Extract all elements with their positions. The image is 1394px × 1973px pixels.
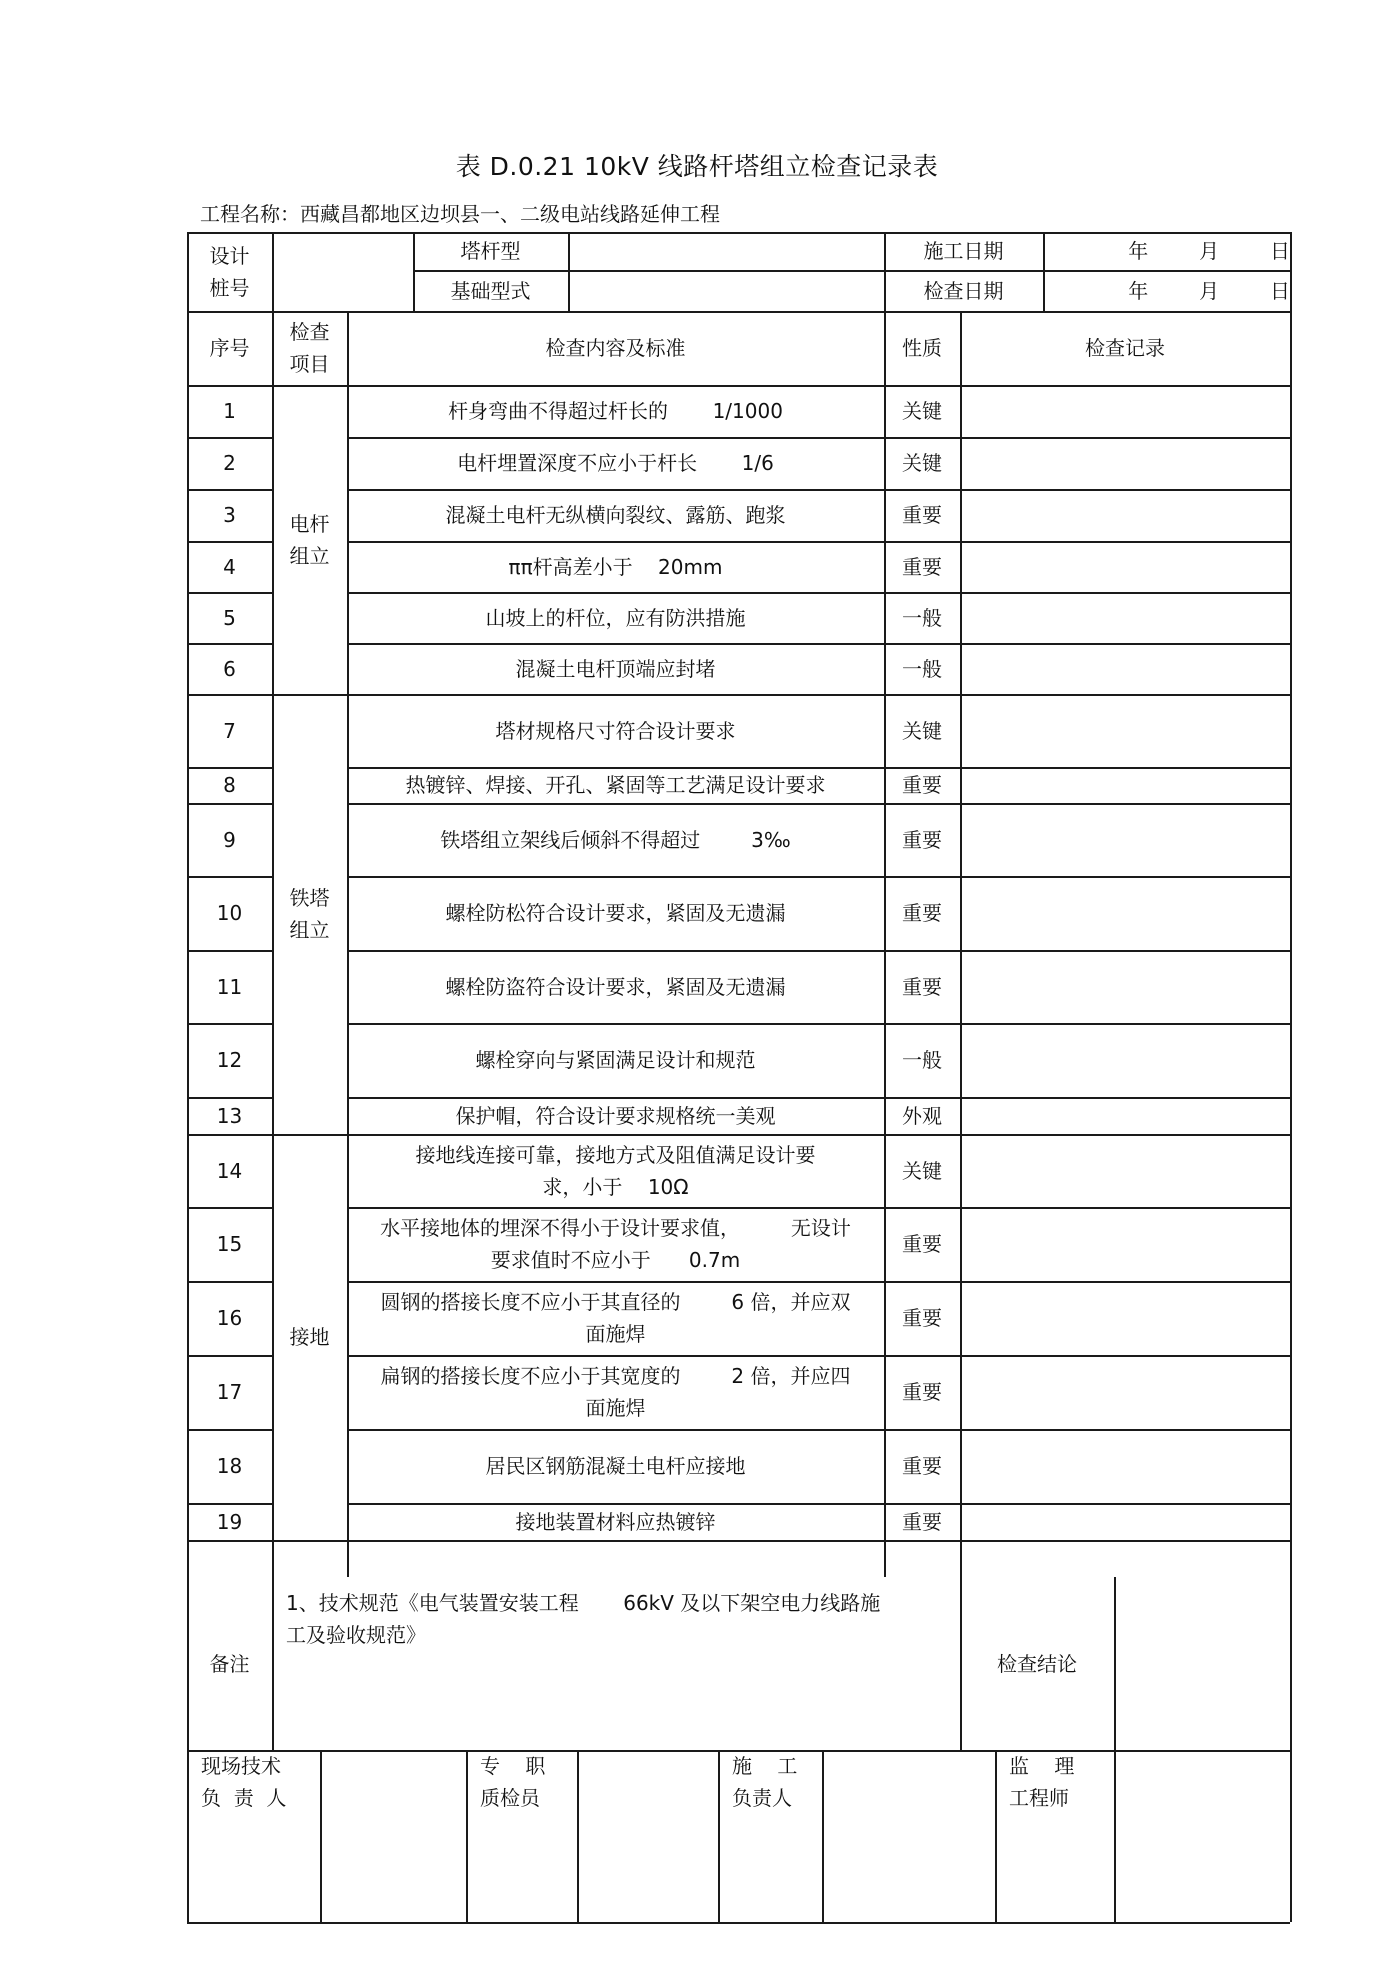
label-foundation-type-text: 基础型式	[450, 278, 531, 303]
row-content	[347, 1281, 884, 1355]
row-no	[187, 385, 272, 437]
row-nature-text: 重要	[902, 773, 942, 797]
row-nature	[884, 1023, 960, 1097]
row-no-text: 18	[216, 1454, 243, 1478]
row-content-text: 螺栓防盗符合设计要求，紧固及无遗漏	[445, 974, 786, 999]
row-content-text: 接地装置材料应热镀锌	[515, 1509, 716, 1534]
row-content-text: 面施焊	[585, 1322, 646, 1346]
row-no	[187, 1503, 272, 1540]
row-no-text: 11	[216, 974, 243, 999]
row-record	[960, 803, 1290, 876]
row-nature	[884, 1207, 960, 1281]
row-nature-text: 重要	[902, 554, 942, 579]
row-content-text: 螺栓防松符合设计要求，紧固及无遗漏	[445, 901, 786, 925]
table-vline	[272, 232, 274, 311]
row-nature-text: 关键	[902, 451, 942, 475]
row-content	[347, 1207, 884, 1281]
row-content	[347, 803, 884, 876]
row-record	[960, 437, 1290, 489]
group-label-text: 铁塔	[289, 886, 330, 910]
row-no	[187, 1023, 272, 1097]
row-content	[347, 541, 884, 592]
row-nature	[884, 1097, 960, 1134]
signature-label-text: 负 责 人	[201, 1786, 287, 1810]
row-content-text: 圆钢的搭接长度不应小于其直径的 6 倍，并应双	[380, 1290, 851, 1314]
signature-field	[320, 1750, 466, 1922]
row-content-text: 扁钢的搭接长度不应小于其宽度的 2 倍，并应四	[380, 1364, 851, 1388]
row-no-text: 4	[223, 554, 236, 579]
signature-label-text: 现场技术	[201, 1754, 281, 1778]
column-header-content	[347, 311, 884, 385]
row-no	[187, 643, 272, 694]
row-no	[187, 950, 272, 1023]
row-nature	[884, 437, 960, 489]
signature-label	[995, 1750, 1114, 1922]
row-content	[347, 1429, 884, 1503]
row-no-text: 1	[223, 399, 236, 423]
row-no	[187, 1134, 272, 1207]
row-record	[960, 385, 1290, 437]
row-no-text: 15	[216, 1232, 243, 1256]
row-nature-text: 关键	[902, 718, 942, 743]
row-record	[960, 643, 1290, 694]
row-content	[347, 1355, 884, 1429]
row-record	[960, 1097, 1290, 1134]
row-no-text: 13	[216, 1103, 243, 1128]
row-content	[347, 643, 884, 694]
row-no-text: 14	[216, 1158, 243, 1183]
inspection-date-value-text: 年 月 日	[1128, 278, 1290, 303]
row-nature-text: 重要	[902, 1380, 942, 1404]
signature-field	[822, 1750, 995, 1922]
row-record	[960, 1134, 1290, 1207]
row-nature-text: 重要	[902, 1454, 942, 1478]
row-record	[960, 1281, 1290, 1355]
row-nature-text: 一般	[902, 656, 942, 681]
row-record	[960, 1503, 1290, 1540]
signature-label	[718, 1750, 822, 1922]
row-nature-text: 关键	[902, 1158, 942, 1183]
table-hline	[187, 1540, 1290, 1542]
remarks-text-text: 1、技术规范《电气装置安装工程 66kV 及以下架空电力线路施	[286, 1591, 881, 1615]
column-header-no	[187, 311, 272, 385]
row-nature-text: 一般	[902, 605, 942, 630]
row-nature	[884, 541, 960, 592]
row-nature-text: 重要	[902, 901, 942, 925]
row-content	[347, 437, 884, 489]
row-no	[187, 1281, 272, 1355]
row-no-text: 9	[223, 827, 236, 852]
project-name: 工程名称：西藏昌都地区边坝县一、二级电站线路延伸工程	[200, 202, 720, 226]
row-no	[187, 1097, 272, 1134]
row-no-text: 19	[216, 1509, 243, 1534]
row-content	[347, 385, 884, 437]
table-hline	[187, 1922, 1290, 1924]
group-label-text: 组立	[289, 543, 330, 568]
row-record	[960, 1207, 1290, 1281]
row-content-text: 混凝土电杆无纵横向裂纹、露筋、跑浆	[445, 503, 786, 527]
label-tower-type	[413, 232, 568, 270]
construction-date-value-text: 年 月 日	[1128, 239, 1290, 263]
row-nature-text: 重要	[902, 974, 942, 999]
column-header-nature	[884, 311, 960, 385]
row-content-text: 电杆埋置深度不应小于杆长 1/6	[457, 451, 774, 475]
row-record	[960, 489, 1290, 541]
row-no-text: 7	[223, 718, 236, 743]
conclusion-value	[1114, 1577, 1290, 1750]
inspection-date-value	[1043, 270, 1290, 311]
row-record	[960, 592, 1290, 643]
row-content-text: 接地线连接可靠，接地方式及阻值满足设计要	[415, 1142, 816, 1167]
row-content-text: 铁塔组立架线后倾斜不得超过 3‰	[440, 827, 791, 852]
row-no-text: 10	[216, 901, 243, 925]
row-no	[187, 592, 272, 643]
row-record	[960, 694, 1290, 767]
remarks-label-text: 备注	[209, 1651, 250, 1676]
label-construction-date-text: 施工日期	[923, 239, 1004, 263]
row-record	[960, 1023, 1290, 1097]
group-label-text: 电杆	[289, 511, 330, 536]
row-content	[347, 489, 884, 541]
row-no-text: 16	[216, 1306, 243, 1330]
row-content-text: 混凝土电杆顶端应封堵	[515, 656, 716, 681]
column-header-record-text: 检查记录	[1085, 336, 1165, 360]
label-design-stake-text: 设计	[209, 243, 250, 268]
row-no	[187, 1355, 272, 1429]
conclusion-label-text: 检查结论	[997, 1651, 1077, 1676]
row-content-text: 保护帽，符合设计要求规格统一美观	[455, 1103, 776, 1128]
row-nature	[884, 643, 960, 694]
row-content-text: 热镀锌、焊接、开孔、紧固等工艺满足设计要求	[405, 773, 826, 797]
row-content-text: 水平接地体的埋深不得小于设计要求值， 无设计	[380, 1216, 851, 1240]
column-header-record	[960, 311, 1290, 385]
remarks-text-text: 工及验收规范》	[286, 1623, 426, 1647]
group-label	[272, 385, 347, 694]
column-header-item	[272, 311, 347, 385]
row-nature	[884, 1503, 960, 1540]
signature-label	[187, 1750, 320, 1922]
row-no	[187, 694, 272, 767]
row-no	[187, 1207, 272, 1281]
conclusion-label	[960, 1577, 1114, 1750]
row-nature-text: 重要	[902, 1306, 942, 1330]
row-record	[960, 1429, 1290, 1503]
row-no	[187, 489, 272, 541]
row-content-text: ππ杆高差小于 20mm	[508, 554, 723, 579]
remarks-text	[272, 1577, 960, 1750]
group-label	[272, 694, 347, 1134]
column-header-no-text: 序号	[209, 336, 250, 360]
label-inspection-date-text: 检查日期	[923, 278, 1004, 303]
row-content	[347, 876, 884, 950]
column-header-content-text: 检查内容及标准	[545, 336, 686, 360]
row-content	[347, 1023, 884, 1097]
row-no	[187, 437, 272, 489]
row-no-text: 2	[223, 451, 236, 475]
row-record	[960, 541, 1290, 592]
row-content	[347, 1503, 884, 1540]
group-label-text: 接地	[289, 1325, 330, 1349]
signature-field	[1114, 1750, 1290, 1922]
label-tower-type-text: 塔杆型	[460, 239, 521, 263]
row-content	[347, 694, 884, 767]
group-label-text: 组立	[289, 918, 330, 942]
row-nature	[884, 803, 960, 876]
document-title: 表 D.0.21 10kV 线路杆塔组立检查记录表	[455, 152, 939, 181]
row-nature-text: 关键	[902, 399, 942, 423]
row-nature	[884, 592, 960, 643]
row-nature	[884, 1355, 960, 1429]
row-no	[187, 541, 272, 592]
row-content-text: 杆身弯曲不得超过杆长的 1/1000	[448, 399, 783, 423]
construction-date-value	[1043, 232, 1290, 270]
row-no	[187, 1429, 272, 1503]
row-nature	[884, 767, 960, 803]
signature-field	[577, 1750, 718, 1922]
row-nature-text: 重要	[902, 827, 942, 852]
row-nature	[884, 385, 960, 437]
row-no-text: 5	[223, 605, 236, 630]
row-content	[347, 1097, 884, 1134]
row-nature	[884, 694, 960, 767]
signature-label-text: 监 理	[1009, 1754, 1075, 1778]
signature-label-text: 专 职	[480, 1754, 546, 1778]
row-nature	[884, 1134, 960, 1207]
row-nature	[884, 1281, 960, 1355]
row-nature	[884, 950, 960, 1023]
label-inspection-date	[884, 270, 1043, 311]
column-header-item-text: 检查	[289, 320, 330, 344]
row-no	[187, 803, 272, 876]
row-content-text: 螺栓穿向与紧固满足设计和规范	[475, 1048, 756, 1072]
row-content-text: 要求值时不应小于 0.7m	[490, 1248, 741, 1272]
table-vline	[1290, 232, 1292, 1922]
row-content	[347, 767, 884, 803]
label-foundation-type	[413, 270, 568, 311]
row-content-text: 面施焊	[585, 1396, 646, 1420]
row-content-text: 居民区钢筋混凝土电杆应接地	[485, 1454, 746, 1478]
remarks-label	[187, 1577, 272, 1750]
row-no-text: 17	[216, 1380, 243, 1404]
row-no	[187, 767, 272, 803]
row-nature-text: 重要	[902, 503, 942, 527]
row-nature	[884, 489, 960, 541]
row-content-text: 求，小于 10Ω	[542, 1174, 689, 1199]
row-record	[960, 876, 1290, 950]
row-no	[187, 876, 272, 950]
column-header-item-text: 项目	[289, 352, 330, 376]
row-nature	[884, 1429, 960, 1503]
row-nature	[884, 876, 960, 950]
label-design-stake-text: 桩号	[209, 275, 250, 300]
row-no-text: 6	[223, 656, 236, 681]
row-no-text: 3	[223, 503, 236, 527]
row-record	[960, 950, 1290, 1023]
row-nature-text: 一般	[902, 1048, 942, 1072]
row-no-text: 12	[216, 1048, 243, 1072]
signature-label-text: 工程师	[1009, 1786, 1069, 1810]
row-record	[960, 767, 1290, 803]
label-construction-date	[884, 232, 1043, 270]
row-content-text: 塔材规格尺寸符合设计要求	[495, 718, 736, 743]
table-vline	[568, 232, 570, 311]
row-no-text: 8	[223, 773, 236, 797]
row-nature-text: 重要	[902, 1509, 942, 1534]
row-content-text: 山坡上的杆位，应有防洪措施	[485, 605, 746, 630]
row-nature-text: 重要	[902, 1232, 942, 1256]
row-nature-text: 外观	[902, 1103, 942, 1128]
column-header-nature-text: 性质	[902, 336, 942, 360]
row-content	[347, 950, 884, 1023]
row-content	[347, 592, 884, 643]
row-record	[960, 1355, 1290, 1429]
signature-label-text: 负责人	[732, 1786, 792, 1810]
row-content	[347, 1134, 884, 1207]
group-label	[272, 1134, 347, 1540]
label-design-stake	[187, 232, 272, 311]
signature-label	[466, 1750, 577, 1922]
signature-label-text: 质检员	[480, 1786, 540, 1810]
signature-label-text: 施 工	[732, 1754, 798, 1778]
